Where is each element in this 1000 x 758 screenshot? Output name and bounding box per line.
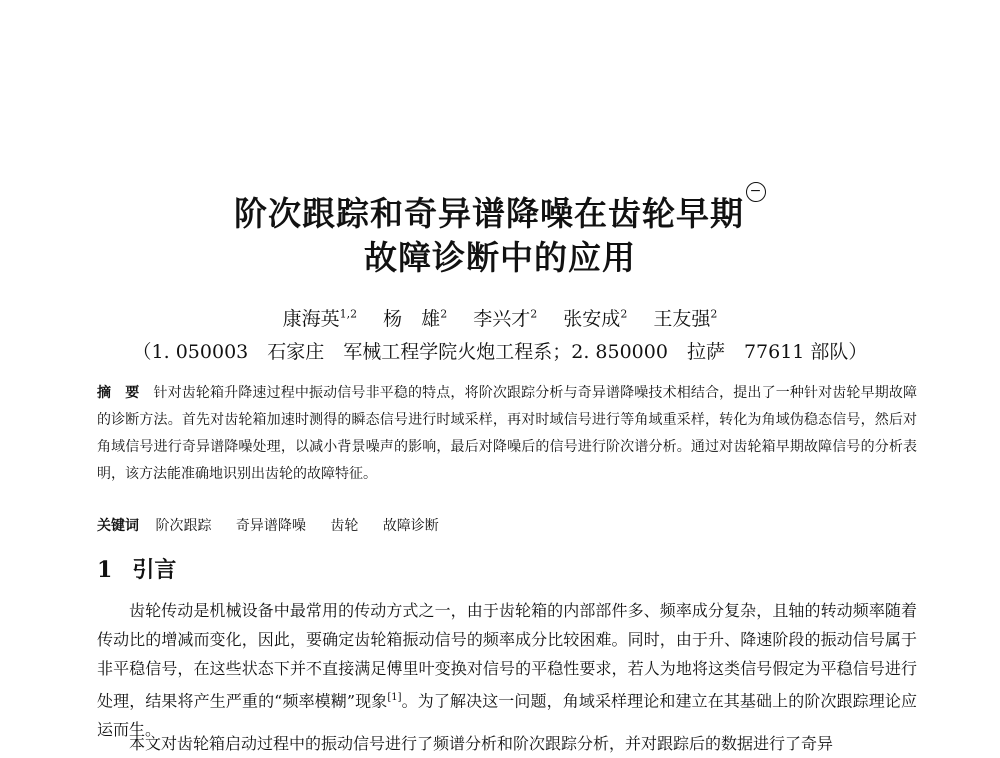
affiliation: （1. 050003 石家庄 军械工程学院火炮工程系；2. 850000 拉萨 77611 部队） xyxy=(132,341,868,363)
paper-title-line2: 故障诊断中的应用 xyxy=(364,238,636,277)
author: 王友强$^2$ xyxy=(653,307,718,330)
keyword: 故障诊断 xyxy=(382,518,439,534)
author: 杨 雄$^2$ xyxy=(383,307,448,330)
abstract-text: 针对齿轮箱升降速过程中振动信号非平稳的特点，将阶次跟踪分析与奇异谱降噪技术相结合，提出了一种针对齿轮早期故障的诊断方法。首先对齿轮箱加速时测得的瞬态信号进行时域采样，再对时域信号进行等角域重采样，转化为角域伪稳态信号，然后对角域信号进行奇异谱降噪处理，以减小背景噪声的影响，最后对降噪后的信号进行阶次谱分析。通过对齿轮箱早期故障信号的分析表明，该方法能准确地识别出齿轮的故障特征。 xyxy=(97,385,918,482)
abstract xyxy=(97,380,917,488)
title-footnote-mark: − xyxy=(746,182,766,202)
paragraph-text-cont: 。为了解决这一问题，角域采样理论和建立在其基础上的阶次跟踪理论应运而生。 xyxy=(97,691,917,740)
author: 张安成$^2$ xyxy=(563,307,628,330)
title-text-line1: 阶次跟踪和奇异谱降噪在齿轮早期 xyxy=(234,194,744,233)
keyword: 奇异谱降噪 xyxy=(235,518,306,534)
abstract-label: 摘 要 xyxy=(97,385,140,401)
paragraph-text: 齿轮传动是机械设备中最常用的传动方式之一，由于齿轮箱的内部部件多、频率成分复杂，且轴的转动频率随着传动比的增减而变化，因此，要确定齿轮箱振动信号的频率成分比较困难。同时，由于升、降速阶段的振动信号属于非平稳信号，在这些状态下并不直接满足傅里叶变换对信号的平稳性要求，若人为地将这类信号假定为平稳信号进行处理，结果将产生严重的“频率模糊”现象 xyxy=(97,601,917,711)
section-number: 1 xyxy=(97,557,113,583)
body-paragraph-partial: 本文对齿轮箱启动过程中的振动信号进行了频谱分析和阶次跟踪分析，并对跟踪后的数据进行了奇异 xyxy=(129,734,834,753)
keyword: 阶次跟踪 xyxy=(155,518,212,534)
keywords-label: 关键词 xyxy=(97,518,139,534)
citation-ref: [1] xyxy=(387,692,402,703)
section-heading xyxy=(97,553,176,584)
author: 康海英$^{1,2}$ xyxy=(282,307,358,330)
author-list xyxy=(0,304,1000,331)
section-title: 引言 xyxy=(132,557,177,583)
paper-title-line1 xyxy=(0,183,1000,235)
keyword: 齿轮 xyxy=(330,518,359,534)
author: 李兴才$^2$ xyxy=(473,307,538,330)
body-paragraph xyxy=(97,596,917,744)
keywords xyxy=(97,515,459,535)
